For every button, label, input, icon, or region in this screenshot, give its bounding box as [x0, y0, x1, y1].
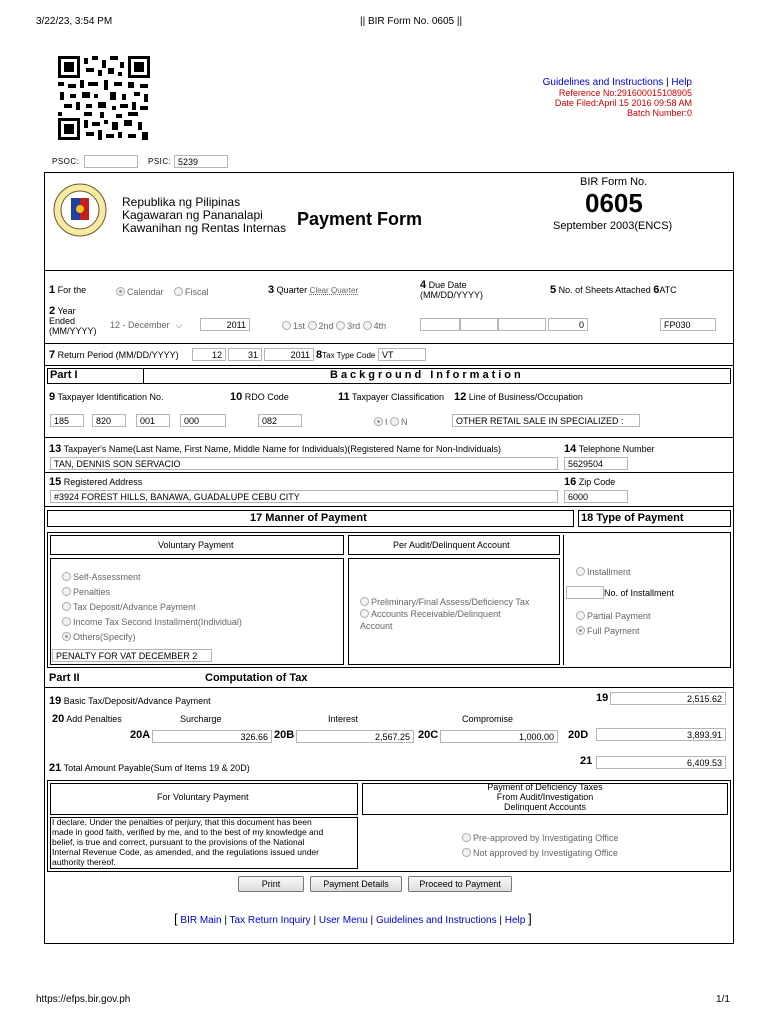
item-19-label: 19	[596, 692, 609, 704]
quarter-1-radio[interactable]: 1st	[282, 321, 305, 331]
form-number: 0605	[585, 188, 643, 218]
surcharge-input[interactable]: 326.66	[152, 730, 272, 743]
item-20a-label: 20A	[130, 729, 151, 741]
item-7: 7 Return Period (MM/DD/YYYY)	[49, 349, 179, 361]
preapproved-radio[interactable]: Pre-approved by Investigating Office	[462, 831, 618, 846]
tax-type-input[interactable]: VT	[378, 348, 426, 361]
option-self-assessment-radio[interactable]: Self-Assessment	[62, 570, 242, 585]
investigation-options	[462, 831, 618, 861]
taxpayer-name-input[interactable]: TAN, DENNIS SON SERVACIO	[50, 457, 558, 470]
item-21: 21 Total Amount Payable(Sum of Items 19 & 20D)	[49, 762, 250, 774]
quarter-radios	[282, 321, 386, 331]
footer-help-link[interactable]: Help	[504, 915, 526, 926]
divider	[44, 270, 734, 271]
item-11: 11 Taxpayer Classification	[338, 391, 445, 403]
divider	[44, 365, 734, 366]
date-filed: Date Filed:April 15 2016 09:58 AM	[554, 98, 692, 108]
part2-title: Computation of Tax	[205, 672, 308, 684]
others-specify-input[interactable]: PENALTY FOR VAT DECEMBER 2	[52, 649, 212, 662]
psoc-input[interactable]	[84, 155, 138, 168]
total-penalties-input[interactable]: 3,893.91	[596, 728, 726, 741]
audit-options	[360, 596, 529, 632]
item-5: 5 No. of Sheets Attached 6ATC	[550, 284, 677, 296]
psic-label: PSIC:	[148, 157, 172, 166]
due-year-input[interactable]	[498, 318, 546, 331]
full-payment-radio[interactable]: Full Payment	[576, 626, 640, 636]
print-url: https://efps.bir.gov.ph	[36, 994, 131, 1005]
option-others-radio[interactable]: Others(Specify)	[62, 630, 242, 645]
filing-info	[555, 88, 692, 118]
tax-return-inquiry-link[interactable]: Tax Return Inquiry	[229, 915, 311, 926]
agency-name: Republika ng Pilipinas Kagawaran ng Pananalapi Kawanihan ng Rentas Internas	[122, 195, 287, 235]
surcharge-label: Surcharge	[180, 714, 222, 724]
no-installment-input[interactable]	[566, 586, 604, 599]
quarter-3-radio[interactable]: 3rd	[336, 321, 360, 331]
type-title: 18 Type of Payment	[581, 512, 684, 524]
basic-tax-input[interactable]: 2,515.62	[610, 692, 726, 705]
tin-part-2[interactable]: 820	[92, 414, 126, 427]
footer-guidelines-link[interactable]: Guidelines and Instructions	[375, 915, 497, 926]
divider	[44, 437, 734, 438]
sheets-input[interactable]: 0	[548, 318, 588, 331]
option-receivable-radio[interactable]: Accounts Receivable/Delinquent Account	[360, 609, 501, 631]
option-penalties-radio[interactable]: Penalties	[62, 585, 242, 600]
period-calendar-radio[interactable]: Calendar	[116, 287, 164, 297]
divider	[143, 368, 144, 384]
psoc-label: PSOC:	[52, 157, 80, 166]
period-fiscal-radio[interactable]: Fiscal	[174, 287, 209, 297]
compromise-input[interactable]: 1,000.00	[440, 730, 558, 743]
class-radios	[374, 417, 408, 427]
print-page-number: 1/1	[716, 994, 730, 1005]
total-payable-input[interactable]: 6,409.53	[596, 756, 726, 769]
part1-label: Part I	[50, 369, 78, 381]
part2-label: Part II	[49, 672, 80, 684]
manner-title: 17 Manner of Payment	[250, 512, 367, 524]
top-links	[543, 77, 692, 88]
item-9: 9 Taxpayer Identification No.	[49, 391, 164, 403]
form-title: Payment Form	[297, 209, 423, 229]
quarter-2-radio[interactable]: 2nd	[308, 321, 334, 331]
print-datetime: 3/22/23, 3:54 PM	[36, 16, 113, 27]
atc-input[interactable]: FP030	[660, 318, 716, 331]
print-button[interactable]: Print	[238, 876, 304, 892]
year-input[interactable]: 2011	[200, 318, 250, 331]
quarter-4-radio[interactable]: 4th	[363, 321, 387, 331]
qr-code-icon	[58, 56, 150, 140]
item-20b-label: 20B	[274, 729, 295, 741]
payment-details-button[interactable]: Payment Details	[310, 876, 402, 892]
no-installment-label: No. of Installment	[604, 588, 675, 598]
voluntary-payment-title: For Voluntary Payment	[157, 792, 249, 802]
partial-payment-radio[interactable]: Partial Payment	[576, 611, 651, 621]
proceed-to-payment-button[interactable]: Proceed to Payment	[408, 876, 512, 892]
class-n-radio[interactable]: N	[390, 417, 408, 427]
period-year-input[interactable]: 2011	[264, 348, 314, 361]
compromise-label: Compromise	[462, 714, 514, 724]
voluntary-options	[62, 570, 242, 645]
part1-title: Background Information	[330, 369, 524, 381]
item-21-label: 21	[580, 755, 593, 767]
divider	[44, 506, 734, 507]
interest-input[interactable]: 2,567.25	[296, 730, 414, 743]
due-month-input[interactable]	[420, 318, 460, 331]
bir-form-no-label: BIR Form No.	[580, 176, 648, 188]
item-13: 13 Taxpayer's Name(Last Name, First Name, Middle Name for Individuals)(Registered Name for Non-Individuals)	[49, 443, 501, 455]
item-20: 20 Add Penalties	[52, 713, 122, 725]
item-3: 3 Quarter Clear Quarter	[268, 284, 359, 296]
item-2: 2 Year Ended (MM/YYYY)	[49, 305, 97, 336]
guidelines-link[interactable]: Guidelines and Instructions	[542, 77, 664, 88]
telephone-input[interactable]: 5629504	[564, 457, 628, 470]
declaration-text: I declare, Under the penalties of perjury, that this document has been made in good faith, verified by me, and to the best of my knowledge and belief, is true and correct, pursuant to the provisions of the National Internal Revenue Code, as amended, and the regulations issued under authority thereof.	[52, 817, 324, 867]
month-select[interactable]: 12 - December ⌵	[110, 320, 183, 330]
clear-quarter-link[interactable]: Clear Quarter	[309, 286, 359, 295]
item-4: 4 Due Date (MM/DD/YYYY)	[420, 279, 483, 300]
item-16: 16 Zip Code	[564, 476, 616, 488]
due-day-input[interactable]	[460, 318, 498, 331]
option-deficiency-radio[interactable]: Preliminary/Final Assess/Deficiency Tax	[360, 596, 529, 608]
rdo-input[interactable]: 082	[258, 414, 302, 427]
print-title: || BIR Form No. 0605 ||	[360, 16, 463, 27]
item-10: 10 RDO Code	[230, 391, 289, 403]
period-day-input[interactable]: 31	[228, 348, 262, 361]
footer-links: [ BIR Main | Tax Return Inquiry | User Menu | Guidelines and Instructions | Help ]	[174, 911, 532, 926]
bir-seal-icon	[52, 182, 108, 238]
item-12: 12 Line of Business/Occupation	[454, 391, 583, 403]
help-link[interactable]: Help	[671, 77, 692, 88]
divider	[44, 343, 734, 344]
psic-input[interactable]: 5239	[174, 155, 228, 168]
item-14: 14 Telephone Number	[564, 443, 655, 455]
business-input[interactable]: OTHER RETAIL SALE IN SPECIALIZED :	[452, 414, 640, 427]
divider	[44, 472, 734, 473]
class-i-radio[interactable]: I	[374, 417, 388, 427]
item-8: 8Tax Type Code	[316, 349, 376, 361]
batch-number: Batch Number:0	[626, 108, 692, 118]
period-month-input[interactable]: 12	[192, 348, 226, 361]
item-20c-label: 20C	[418, 729, 439, 741]
interest-label: Interest	[328, 714, 359, 724]
bir-main-link[interactable]: BIR Main	[180, 915, 222, 926]
item-20d-label: 20D	[568, 729, 589, 741]
tin-part-1[interactable]: 185	[50, 414, 84, 427]
item-15: 15 Registered Address	[49, 476, 143, 488]
address-input[interactable]: #3924 FOREST HILLS, BANAWA, GUADALUPE CEBU CITY	[50, 490, 558, 503]
deficiency-title: Payment of Deficiency Taxes From Audit/Investigation Delinquent Accounts	[487, 782, 603, 812]
item-1: 1 For the	[49, 284, 87, 296]
installment-radio[interactable]: Installment	[576, 567, 631, 577]
zip-input[interactable]: 6000	[564, 490, 628, 503]
divider	[563, 535, 564, 665]
form-version: September 2003(ENCS)	[553, 220, 673, 232]
chevron-down-icon: ⌵	[175, 320, 183, 330]
item-19: 19 Basic Tax/Deposit/Advance Payment	[49, 695, 211, 707]
option-second-installment-radio[interactable]: Income Tax Second Installment(Individual)	[62, 615, 242, 630]
tin-part-4[interactable]: 000	[180, 414, 226, 427]
voluntary-title: Voluntary Payment	[158, 540, 234, 550]
user-menu-link[interactable]: User Menu	[318, 915, 368, 926]
option-tax-deposit-radio[interactable]: Tax Deposit/Advance Payment	[62, 600, 242, 615]
divider	[44, 687, 734, 688]
link-separator: |	[666, 77, 669, 88]
reference-number: Reference No:291600015108905	[558, 88, 692, 98]
notapproved-radio[interactable]: Not approved by Investigating Office	[462, 846, 618, 861]
tin-part-3[interactable]: 001	[136, 414, 170, 427]
audit-title: Per Audit/Delinquent Account	[393, 540, 510, 550]
